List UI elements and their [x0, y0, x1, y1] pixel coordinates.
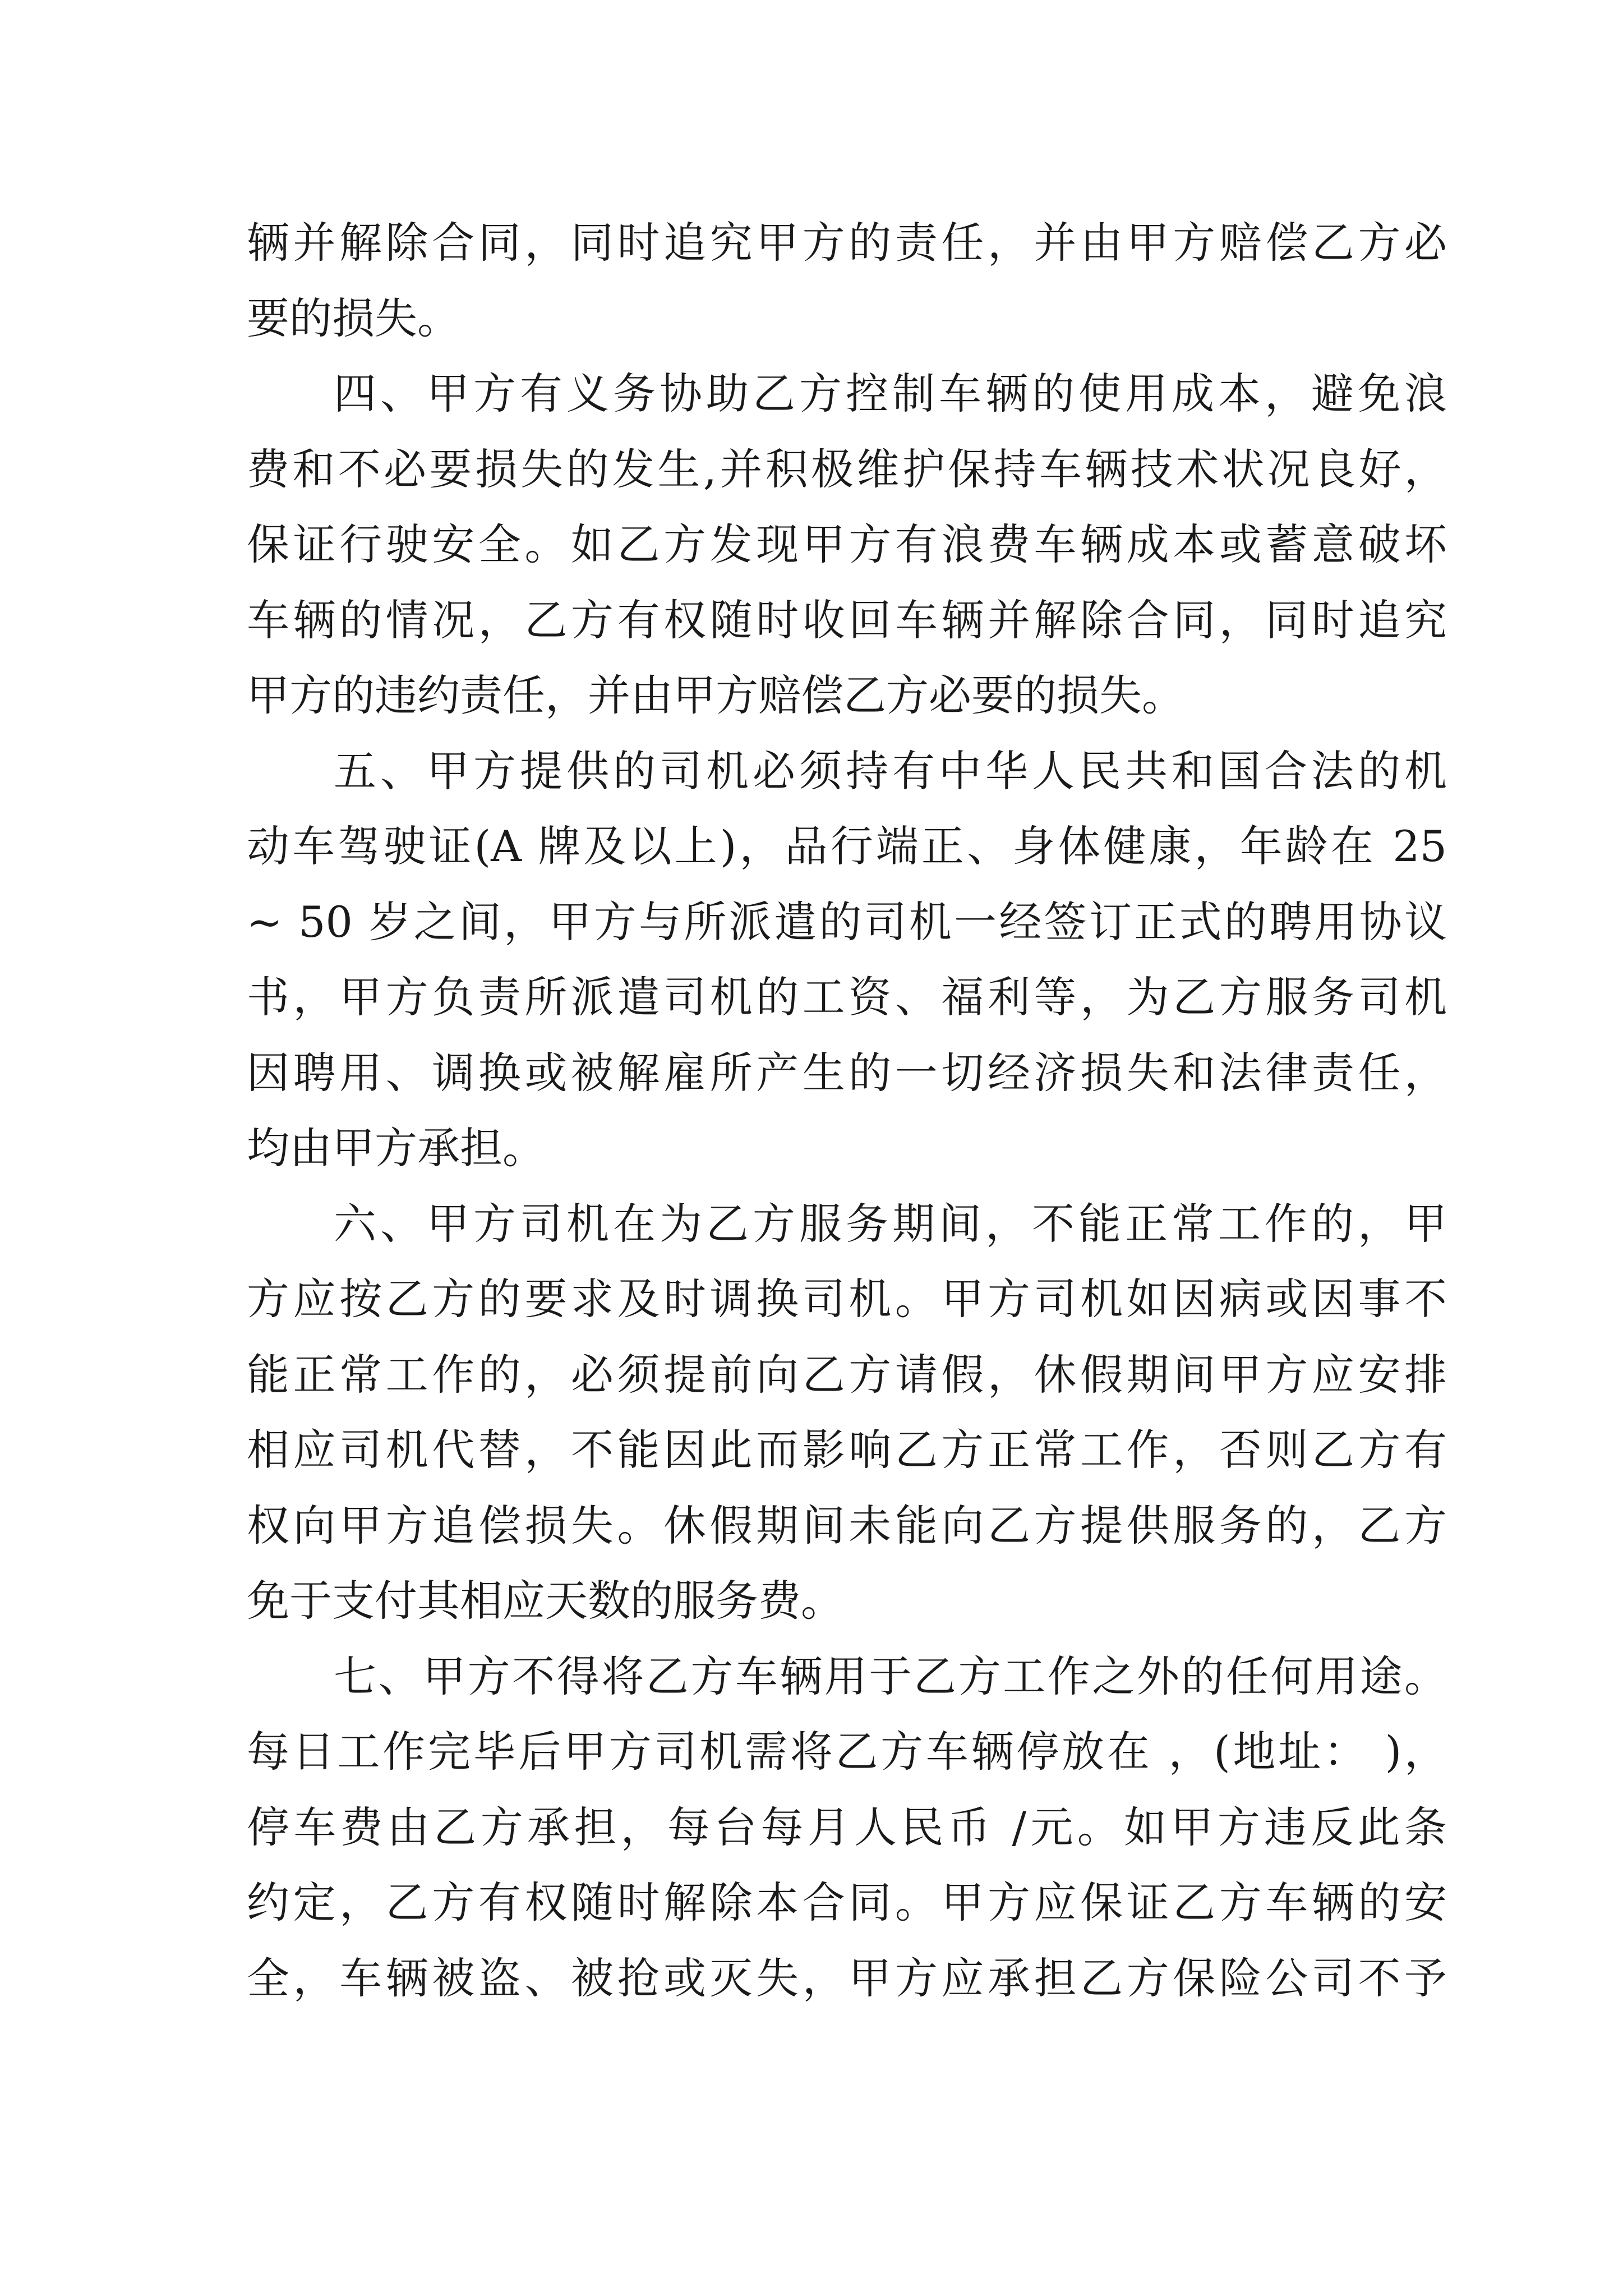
paragraph-4-first-line: 四、甲方有义务协助乙方控制车辆的使用成本，避免浪 [334, 369, 1447, 418]
text-line: 全，车辆被盗、被抢或灭失，甲方应承担乙方保险公司不予 [247, 1953, 1447, 2003]
paragraph-5-first-line: 五、甲方提供的司机必须持有中华人民共和国合法的机 [334, 746, 1447, 796]
text-line: 均由甲方承担。 [247, 1123, 545, 1173]
text-line: 保证行驶安全。如乙方发现甲方有浪费车辆成本或蓄意破坏 [247, 519, 1447, 569]
text-line: 权向甲方追偿损失。休假期间未能向乙方提供服务的，乙方 [247, 1501, 1447, 1550]
text-line: 方应按乙方的要求及时调换司机。甲方司机如因病或因事不 [247, 1274, 1447, 1324]
text-line: 停车费由乙方承担，每台每月人民币 /元。如甲方违反此条 [247, 1802, 1447, 1852]
text-line: 费和不必要损失的发生,并积极维护保持车辆技术状况良好， [247, 444, 1447, 494]
text-line: 书，甲方负责所派遣司机的工资、福利等，为乙方服务司机 [247, 972, 1447, 1022]
text-line: 辆并解除合同，同时追究甲方的责任，并由甲方赔偿乙方必 [247, 218, 1447, 268]
text-line: 因聘用、调换或被解雇所产生的一切经济损失和法律责任， [247, 1048, 1447, 1098]
text-line: 要的损失。 [247, 293, 460, 343]
text-line: 甲方的违约责任，并由甲方赔偿乙方必要的损失。 [247, 670, 1184, 720]
paragraph-7-first-line: 七、甲方不得将乙方车辆用于乙方工作之外的任何用途。 [334, 1651, 1447, 1701]
text-line: 动车驾驶证(A 牌及以上)，品行端正、身体健康，年龄在 25 [247, 821, 1447, 871]
text-line: 能正常工作的，必须提前向乙方请假，休假期间甲方应安排 [247, 1350, 1447, 1400]
text-line: 车辆的情况，乙方有权随时收回车辆并解除合同，同时追究 [247, 595, 1447, 645]
paragraph-6-first-line: 六、甲方司机在为乙方服务期间，不能正常工作的，甲 [334, 1199, 1447, 1249]
text-line: ~ 50 岁之间，甲方与所派遣的司机一经签订正式的聘用协议 [247, 897, 1447, 947]
text-line: 免于支付其相应天数的服务费。 [247, 1576, 843, 1626]
text-line: 每日工作完毕后甲方司机需将乙方车辆停放在 ，(地址： )， [247, 1727, 1447, 1777]
text-line: 相应司机代替，不能因此而影响乙方正常工作，否则乙方有 [247, 1425, 1447, 1475]
text-line: 约定，乙方有权随时解除本合同。甲方应保证乙方车辆的安 [247, 1878, 1447, 1927]
